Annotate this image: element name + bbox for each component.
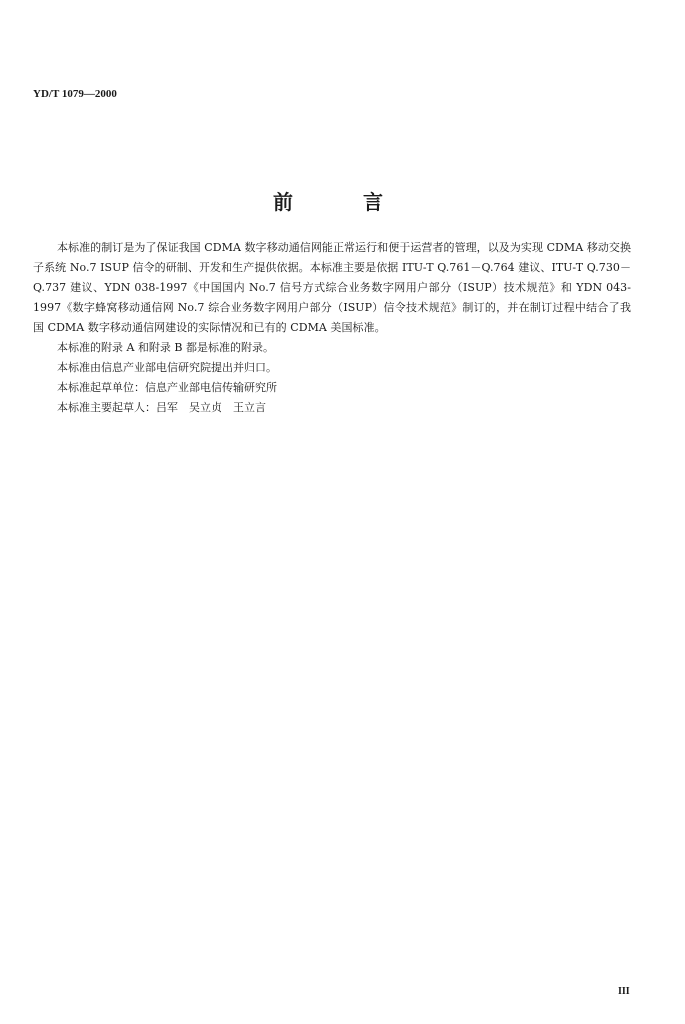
title-char-right: 言 bbox=[363, 190, 383, 214]
paragraph-drafting-unit: 本标准起草单位：信息产业部电信传输研究所 bbox=[57, 381, 277, 394]
title-char-left: 前 bbox=[273, 190, 293, 214]
paragraph-proposer: 本标准由信息产业部电信研究院提出并归口。 bbox=[57, 361, 277, 374]
paragraph-appendix: 本标准的附录 A 和附录 B 都是标准的附录。 bbox=[57, 341, 275, 354]
page-number: III bbox=[618, 986, 630, 997]
document-code: YD/T 1079—2000 bbox=[33, 88, 117, 100]
paragraph-intro: 本标准的制订是为了保证我国 CDMA 数字移动通信网能正常运行和便于运营者的管理，以及为实现 CDMA 移动交换子系统 No.7 ISUP 信令的研制、开发和生产提供依据。本标准主要是依据 ITU-T Q.761－Q.764 建议、ITU-T Q.730－Q.737 建议、YDN 038-1997《中国国内 No.7 信号方式综合业务数字网用户部分（ISUP）技术规范》和 YDN 043-1997《数字蜂窝移动通信网 No.7 综合业务数字网用户部分（ISUP）信令技术规范》制订的，并在制订过程中结合了我国 CDMA 数字移动通信网建设的实际情况和已有的 CDMA 美国标准。 bbox=[33, 241, 631, 334]
foreword-body bbox=[33, 238, 631, 418]
paragraph-drafters: 本标准主要起草人：吕军 吴立贞 王立言 bbox=[57, 401, 266, 414]
